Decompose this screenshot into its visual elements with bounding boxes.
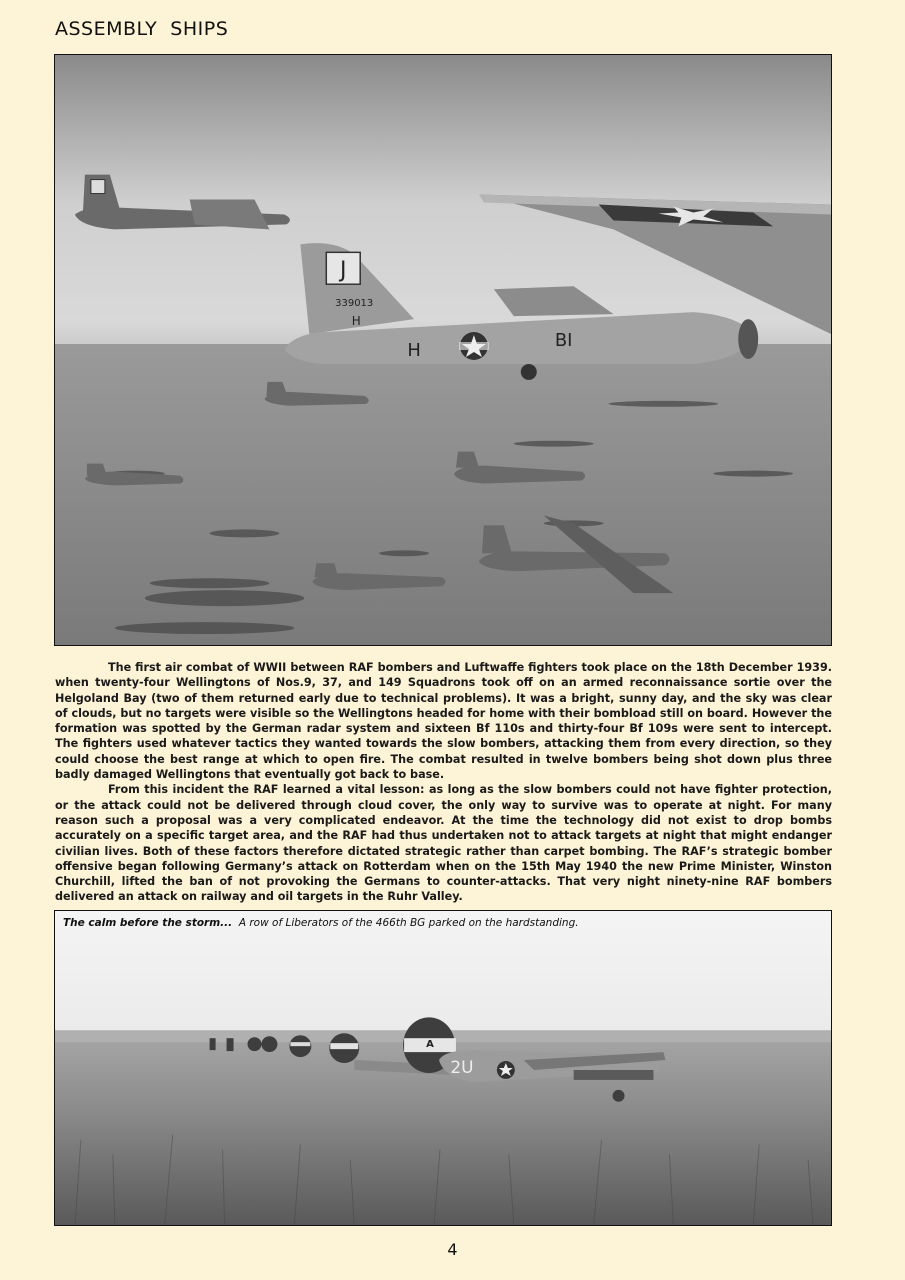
article-paragraph-2: From this incident the RAF learned a vital lesson: as long as the slow bombers could not have fighter protection, or the attack could not be delivered through cloud cover, the only way to survive was to operate at night. For many reason such a proposal was a very complicated endeavor. At the time the technology did not exist to drop bombs accurately on a specific target area, and the RAF had thus undertaken not to attack targets at night that might endanger civilian lives. Both of these factors therefore dictated strategic rather than carpet bombing. The RAF’s strategic bomber offensive began following Germany’s attack on Rotterdam when on the 15th May 1940 the new Prime Minister, Winston Churchill, lifted the ban of not provoking the Germans to counter-attacks. That very night ninety-nine RAF bombers delivered an attack on railway and oil targets in the Ruhr Valley. — [55, 783, 832, 904]
fuselage-marking: 2U — [450, 1056, 474, 1077]
b17-formation-photo — [54, 54, 832, 646]
tail-serial: 339013 — [335, 298, 374, 310]
photo-caption — [63, 917, 579, 929]
liberators-photo — [54, 910, 832, 1226]
tail-marking: A — [426, 1039, 434, 1051]
page-header: ASSEMBLY SHIPS — [55, 18, 229, 40]
fuselage-letter-left: H — [407, 339, 421, 361]
tail-sub-letter: H — [351, 314, 361, 329]
caption-text: A row of Liberators of the 466th BG parked on the hardstanding. — [238, 917, 579, 929]
page-number: 4 — [447, 1240, 458, 1259]
article-body — [55, 660, 832, 905]
article-paragraph-1: The first air combat of WWII between RAF bombers and Luftwaffe fighters took place on the 18th December 1939. when twenty-four Wellingtons of Nos.9, 37, and 149 Squadrons took off on an armed reconnaissance sortie over the Helgoland Bay (two of them returned early due to technical problems). It was a bright, sunny day, and the sky was clear of clouds, but no targets were visible so the Wellingtons headed for home with their bombload still on board. However the formation was spotted by the German radar system and sixteen Bf 110s and thirty-four Bf 109s were sent to intercept. The fighters used whatever tactics they wanted towards the slow bombers, attacking them from every direction, so they could choose the best range at which to open fire. The combat resulted in twelve bombers being shot down plus three badly damaged Wellingtons that eventually got back to base. — [55, 661, 832, 782]
caption-title: The calm before the storm... — [63, 917, 233, 929]
fuselage-letters-right: BI — [554, 330, 573, 352]
tail-letter: J — [340, 258, 347, 284]
